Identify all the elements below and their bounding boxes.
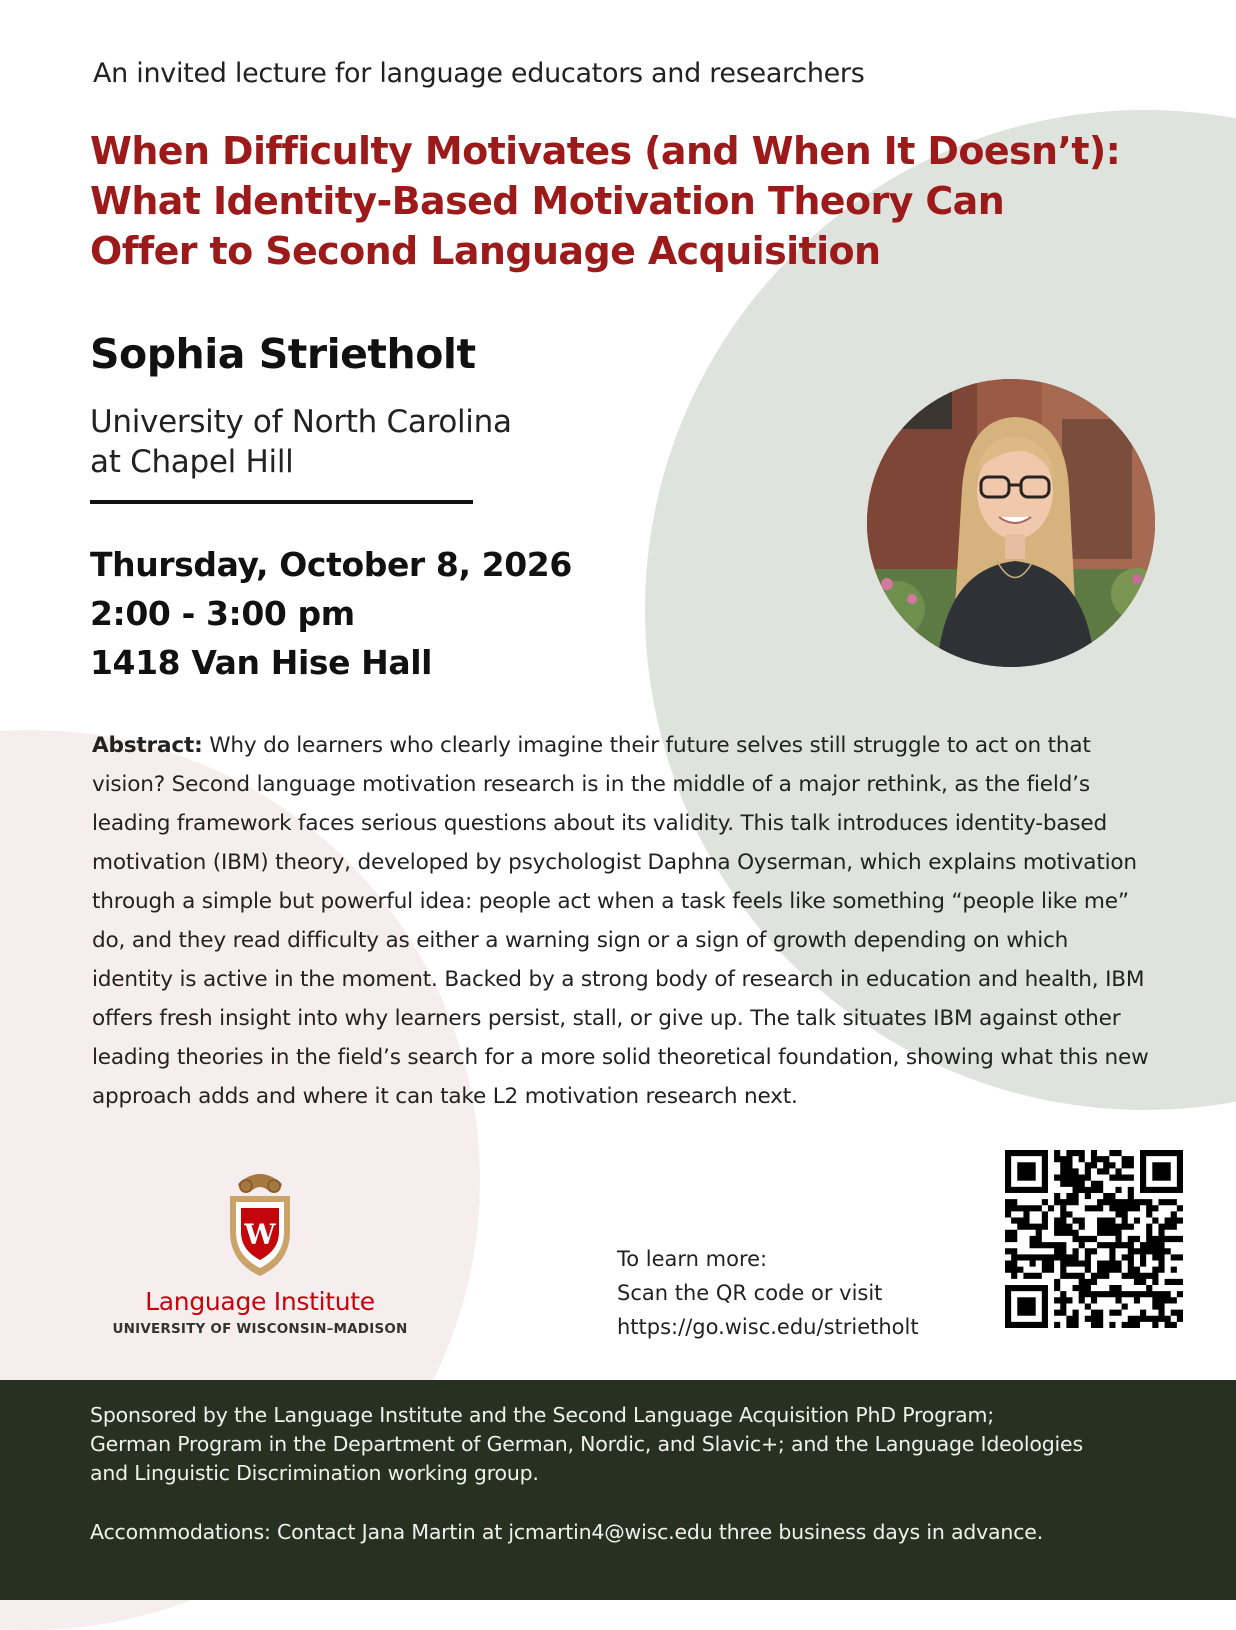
uw-crest-icon	[222, 1170, 298, 1280]
learn-more-line: Scan the QR code or visit	[617, 1281, 883, 1305]
event-date: Thursday, October 8, 2026	[90, 545, 572, 584]
abstract-label: Abstract:	[92, 733, 203, 758]
affiliation-line: at Chapel Hill	[90, 444, 294, 480]
institute-name: Language Institute	[145, 1287, 375, 1316]
lecture-title	[90, 126, 1190, 276]
title-line: Offer to Second Language Acquisition	[90, 229, 881, 273]
learn-more-line: To learn more:	[617, 1247, 768, 1271]
speaker-affiliation	[90, 402, 570, 482]
title-line: What Identity-Based Motivation Theory Can	[90, 179, 1005, 223]
sponsor-line: and Linguistic Discrimination working group.	[90, 1461, 539, 1485]
learn-more-text	[617, 1242, 919, 1344]
abstract-paragraph	[92, 726, 1152, 1116]
affiliation-line: University of North Carolina	[90, 404, 512, 440]
event-time: 2:00 - 3:00 pm	[90, 594, 355, 633]
qr-code[interactable]	[1005, 1150, 1183, 1328]
language-institute-logo	[100, 1170, 420, 1340]
university-name: UNIVERSITY OF WISCONSIN–MADISON	[112, 1321, 408, 1337]
speaker-name: Sophia Strietholt	[90, 330, 476, 378]
sponsor-text	[90, 1401, 1180, 1488]
sponsor-line: German Program in the Department of German, Nordic, and Slavic+; and the Language Ideologies	[90, 1432, 1083, 1456]
svg-text:W: W	[244, 1218, 276, 1251]
accommodations-text: Accommodations: Contact Jana Martin at jcmartin4@wisc.edu three business days in advance.	[90, 1520, 1044, 1544]
invite-line: An invited lecture for language educators and researchers	[93, 58, 865, 89]
qr-code-icon	[1005, 1150, 1183, 1328]
speaker-photo	[867, 379, 1155, 667]
learn-more-url[interactable]: https://go.wisc.edu/strietholt	[617, 1315, 919, 1339]
event-location: 1418 Van Hise Hall	[90, 643, 433, 682]
divider	[90, 500, 473, 504]
sponsor-line: Sponsored by the Language Institute and the Second Language Acquisition PhD Program;	[90, 1403, 994, 1427]
abstract-text: Why do learners who clearly imagine their future selves still struggle to act on that vision? Second language motivation research is in the middle of a major rethink, as the field’s leading framework faces serious questions about its validity. This talk introduces identity-based motivation (IBM) theory, developed by psychologist Daphna Oyserman, which explains motivation through a simple but powerful idea: people act when a task feels like something “people like me” do, and they read difficulty as either a warning sign or a sign of growth depending on which identity is active in the moment. Backed by a strong body of research in education and health, IBM offers fresh insight into why learners persist, stall, or give up. The talk situates IBM against other leading theories in the field’s search for a more solid theoretical foundation, showing what this new approach adds and where it can take L2 motivation research next.	[92, 733, 1149, 1109]
title-line: When Difficulty Motivates (and When It Doesn’t):	[90, 129, 1121, 173]
event-details	[90, 540, 572, 687]
